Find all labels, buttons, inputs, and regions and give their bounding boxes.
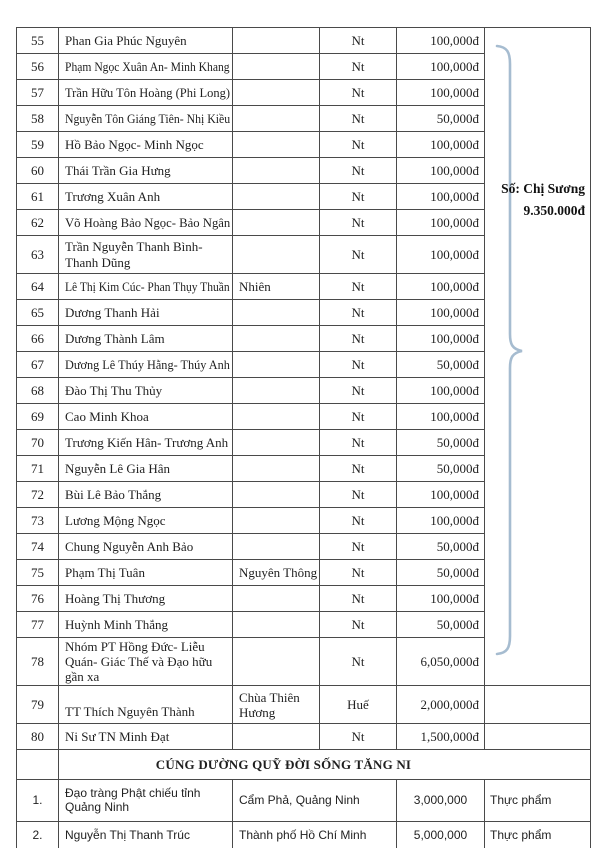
- row-number-text: 77: [31, 616, 44, 632]
- row-number: [17, 638, 59, 686]
- donor-name: [59, 378, 233, 404]
- support-type: [485, 822, 591, 848]
- donor-name-text: Huỳnh Minh Thắng: [65, 616, 169, 632]
- side-annotation-cell: [485, 28, 591, 686]
- donor-name-text: Trương Kiến Hân- Trương Anh: [65, 434, 229, 450]
- payment-note-text: Nt: [351, 538, 365, 554]
- donation-amount: [397, 456, 485, 482]
- donation-amount-text: 50,000đ: [436, 110, 479, 126]
- payment-note-text: Nt: [351, 136, 365, 152]
- donation-amount: [397, 612, 485, 638]
- payment-note-text: Nt: [351, 162, 365, 178]
- donor-name: [59, 352, 233, 378]
- side-annotation: [501, 178, 585, 222]
- row-number: [17, 80, 59, 106]
- donation-amount-text: 100,000đ: [430, 162, 479, 178]
- row-number: [17, 132, 59, 158]
- row-number-text: 1.: [32, 792, 43, 807]
- donor-name: [59, 28, 233, 54]
- donation-amount-text: 100,000đ: [430, 278, 479, 294]
- row-number-text: 70: [31, 434, 44, 450]
- donation-amount: [397, 132, 485, 158]
- donor-name-text: Đào Thị Thu Thủy: [65, 382, 163, 398]
- payment-note: [320, 300, 397, 326]
- row-number-text: 58: [31, 110, 44, 126]
- donation-amount-text: 100,000đ: [430, 382, 479, 398]
- row-number-text: 62: [31, 214, 44, 230]
- support-amount: [397, 780, 485, 822]
- donor-name-text: Võ Hoàng Bảo Ngọc- Bảo Ngân: [65, 214, 231, 230]
- payment-note: [320, 686, 397, 724]
- donor-name-text: Nguyễn Tôn Giáng Tiên- Nhị Kiều: [65, 110, 231, 126]
- payment-note-text: Nt: [351, 434, 365, 450]
- donor-name-text: Nhóm PT Hồng Đức- Liễu Quán- Giác Thế và Đạo hữu gần xa: [65, 639, 213, 685]
- support-row: [17, 822, 591, 848]
- donor-detail: [233, 508, 320, 534]
- payment-note-text: Nt: [351, 486, 365, 502]
- row-number: [17, 560, 59, 586]
- donor-detail: [233, 352, 320, 378]
- row-number-text: 63: [31, 246, 44, 262]
- donor-detail: [233, 210, 320, 236]
- donor-name: [59, 456, 233, 482]
- donor-name: [59, 326, 233, 352]
- donor-detail: [233, 560, 320, 586]
- support-amount-text: 3,000,000: [413, 792, 468, 807]
- donation-amount: [397, 430, 485, 456]
- donor-name-text: Trương Xuân Anh: [65, 188, 161, 204]
- support-type: [485, 780, 591, 822]
- support-location: [233, 822, 397, 848]
- donation-amount-text: 100,000đ: [430, 136, 479, 152]
- row-number-text: 76: [31, 590, 44, 606]
- donor-name-text: Cao Minh Khoa: [65, 408, 149, 424]
- donation-amount: [397, 404, 485, 430]
- empty-cell: [17, 750, 59, 780]
- section-title: [59, 750, 591, 780]
- donor-name: [59, 158, 233, 184]
- row-number-text: 67: [31, 356, 44, 372]
- donor-name-text: Lương Mộng Ngọc: [65, 512, 166, 528]
- donor-name: [59, 508, 233, 534]
- payment-note: [320, 106, 397, 132]
- donor-name-text: Trần Hữu Tôn Hoàng (Phi Long): [65, 84, 231, 100]
- donor-detail: [233, 300, 320, 326]
- donation-amount: [397, 210, 485, 236]
- row-number-text: 80: [31, 729, 44, 745]
- donor-name: [59, 586, 233, 612]
- payment-note-text: Nt: [351, 616, 365, 632]
- donor-detail-text: Chùa Thiên Hương: [239, 689, 300, 720]
- donor-detail: [233, 326, 320, 352]
- row-number: [17, 28, 59, 54]
- payment-note-text: Huế: [347, 697, 369, 713]
- donation-amount: [397, 54, 485, 80]
- payment-note-text: Nt: [351, 246, 365, 262]
- payment-note-text: Nt: [351, 188, 365, 204]
- payment-note: [320, 482, 397, 508]
- donor-detail: [233, 612, 320, 638]
- donor-name: [59, 106, 233, 132]
- payment-note: [320, 274, 397, 300]
- donor-detail: [233, 482, 320, 508]
- payment-note: [320, 456, 397, 482]
- payment-note: [320, 158, 397, 184]
- payment-note: [320, 586, 397, 612]
- payment-note: [320, 210, 397, 236]
- donation-amount-text: 50,000đ: [436, 434, 479, 450]
- donor-name: [59, 210, 233, 236]
- donor-name: [59, 54, 233, 80]
- payment-note-text: Nt: [351, 408, 365, 424]
- donor-name-text: Hoàng Thị Thương: [65, 590, 166, 606]
- donation-amount: [397, 482, 485, 508]
- row-number-text: 55: [31, 32, 44, 48]
- donor-detail: [233, 724, 320, 750]
- donor-detail: [233, 184, 320, 210]
- donor-name: [59, 430, 233, 456]
- side-annotation-amount: 9.350.000đ: [523, 203, 585, 218]
- donor-name: [59, 560, 233, 586]
- donation-amount-text: 100,000đ: [430, 58, 479, 74]
- row-number: [17, 326, 59, 352]
- row-number: [17, 508, 59, 534]
- donor-row: [17, 28, 591, 54]
- donor-name-text: Trần Nguyễn Thanh Bình- Thanh Dũng: [65, 239, 203, 270]
- payment-note: [320, 404, 397, 430]
- donation-table: [16, 27, 591, 848]
- donor-name: [59, 612, 233, 638]
- payment-note: [320, 80, 397, 106]
- row-number: [17, 686, 59, 724]
- donor-name-text: TT Thích Nguyên Thành: [65, 704, 195, 720]
- payment-note-text: Nt: [351, 590, 365, 606]
- payment-note: [320, 724, 397, 750]
- row-number-text: 73: [31, 512, 44, 528]
- support-amount: [397, 822, 485, 848]
- row-number-text: 66: [31, 330, 44, 346]
- payment-note-text: Nt: [351, 460, 365, 476]
- row-number: [17, 158, 59, 184]
- row-number-text: 74: [31, 538, 44, 554]
- row-number: [17, 210, 59, 236]
- support-type-text: Thực phẩm: [490, 827, 552, 842]
- donor-name-text: Phan Gia Phúc Nguyên: [65, 32, 187, 48]
- donor-detail: [233, 586, 320, 612]
- donation-amount-text: 100,000đ: [430, 512, 479, 528]
- row-number: [17, 534, 59, 560]
- row-number: [17, 586, 59, 612]
- row-number: [17, 780, 59, 822]
- support-amount-text: 5,000,000: [413, 827, 468, 842]
- donor-name: [59, 184, 233, 210]
- row-number-text: 75: [31, 564, 44, 580]
- row-number-text: 61: [31, 188, 44, 204]
- row-number: [17, 430, 59, 456]
- donation-amount-text: 1,500,000đ: [420, 729, 479, 745]
- donor-name-text: Lê Thị Kim Cúc- Phan Thụy Thuần: [65, 278, 230, 294]
- payment-note: [320, 534, 397, 560]
- donation-amount: [397, 28, 485, 54]
- support-type-text: Thực phẩm: [490, 792, 552, 807]
- donor-name: [59, 482, 233, 508]
- payment-note: [320, 612, 397, 638]
- row-number: [17, 236, 59, 274]
- donation-amount-text: 100,000đ: [430, 330, 479, 346]
- donor-detail: [233, 54, 320, 80]
- donor-name-text: Phạm Ngọc Xuân An- Minh Khang: [65, 58, 230, 74]
- empty-cell: [485, 686, 591, 724]
- donor-name-text: Dương Thành Lâm: [65, 330, 165, 346]
- donor-detail: [233, 378, 320, 404]
- payment-note-text: Nt: [351, 32, 365, 48]
- donation-amount-text: 100,000đ: [430, 84, 479, 100]
- payment-note-text: Nt: [351, 382, 365, 398]
- donation-amount-text: 50,000đ: [436, 356, 479, 372]
- donation-amount: [397, 534, 485, 560]
- payment-note: [320, 560, 397, 586]
- donor-detail: [233, 638, 320, 686]
- donation-amount: [397, 352, 485, 378]
- donor-name: [59, 724, 233, 750]
- row-number: [17, 404, 59, 430]
- payment-note-text: Nt: [351, 58, 365, 74]
- donor-name: [59, 236, 233, 274]
- donor-detail: [233, 274, 320, 300]
- donor-detail: [233, 404, 320, 430]
- row-number: [17, 612, 59, 638]
- row-number: [17, 106, 59, 132]
- donor-row: [17, 724, 591, 750]
- payment-note: [320, 430, 397, 456]
- row-number-text: 65: [31, 304, 44, 320]
- donor-detail: [233, 132, 320, 158]
- support-name: [59, 780, 233, 822]
- row-number-text: 72: [31, 486, 44, 502]
- donation-amount-text: 100,000đ: [430, 486, 479, 502]
- donation-amount: [397, 236, 485, 274]
- payment-note-text: Nt: [351, 512, 365, 528]
- payment-note: [320, 132, 397, 158]
- donor-row: [17, 686, 591, 724]
- row-number-text: 68: [31, 382, 44, 398]
- payment-note-text: Nt: [351, 654, 365, 670]
- donor-name: [59, 534, 233, 560]
- donation-amount-text: 100,000đ: [430, 408, 479, 424]
- payment-note: [320, 638, 397, 686]
- donation-amount: [397, 326, 485, 352]
- row-number: [17, 482, 59, 508]
- donation-amount: [397, 638, 485, 686]
- donation-amount-text: 100,000đ: [430, 214, 479, 230]
- payment-note-text: Nt: [351, 356, 365, 372]
- row-number-text: 57: [31, 84, 44, 100]
- side-annotation-title: Số: Chị Sương: [501, 181, 585, 196]
- donation-amount-text: 50,000đ: [436, 564, 479, 580]
- row-number-text: 59: [31, 136, 44, 152]
- empty-cell: [485, 724, 591, 750]
- payment-note: [320, 352, 397, 378]
- donation-amount: [397, 686, 485, 724]
- donor-name: [59, 638, 233, 686]
- row-number-text: 79: [31, 697, 44, 713]
- donation-amount: [397, 80, 485, 106]
- donor-name: [59, 686, 233, 724]
- donation-amount: [397, 300, 485, 326]
- row-number-text: 2.: [32, 827, 43, 842]
- payment-note-text: Nt: [351, 110, 365, 126]
- row-number-text: 71: [31, 460, 44, 476]
- donation-amount: [397, 508, 485, 534]
- payment-note-text: Nt: [351, 330, 365, 346]
- row-number-text: 78: [31, 654, 44, 670]
- donor-name-text: Dương Lê Thúy Hằng- Thúy Anh: [65, 356, 230, 372]
- donation-amount: [397, 560, 485, 586]
- section-title-text: CÚNG DƯỜNG QUỸ ĐỜI SỐNG TĂNG NI: [155, 757, 412, 773]
- payment-note: [320, 236, 397, 274]
- donor-detail: [233, 686, 320, 724]
- row-number-text: 60: [31, 162, 44, 178]
- payment-note: [320, 54, 397, 80]
- donor-name-text: Hồ Bảo Ngọc- Minh Ngọc: [65, 136, 204, 152]
- row-number: [17, 274, 59, 300]
- donation-amount-text: 100,000đ: [430, 590, 479, 606]
- payment-note-text: Nt: [351, 278, 365, 294]
- donation-amount-text: 100,000đ: [430, 32, 479, 48]
- donor-name-text: Ni Sư TN Minh Đạt: [65, 729, 170, 745]
- section-header-row: [17, 750, 591, 780]
- row-number-text: 69: [31, 408, 44, 424]
- donor-detail: [233, 158, 320, 184]
- row-number: [17, 184, 59, 210]
- donor-detail: [233, 456, 320, 482]
- donor-detail-text: Nhiên: [239, 278, 271, 294]
- payment-note-text: Nt: [351, 214, 365, 230]
- donation-amount: [397, 586, 485, 612]
- row-number: [17, 300, 59, 326]
- donor-detail-text: Nguyên Thông: [239, 564, 318, 580]
- donor-name: [59, 404, 233, 430]
- donation-amount-text: 6,050,000đ: [420, 654, 479, 670]
- donation-amount-text: 100,000đ: [430, 304, 479, 320]
- donor-name: [59, 80, 233, 106]
- donation-amount-text: 100,000đ: [430, 246, 479, 262]
- donation-amount-text: 50,000đ: [436, 460, 479, 476]
- donor-detail: [233, 236, 320, 274]
- support-name-text: Nguyễn Thị Thanh Trúc: [65, 827, 190, 842]
- row-number: [17, 378, 59, 404]
- payment-note-text: Nt: [351, 304, 365, 320]
- support-name: [59, 822, 233, 848]
- donation-amount: [397, 724, 485, 750]
- donation-amount-text: 2,000,000đ: [420, 697, 479, 713]
- support-location-text: Thành phố Hồ Chí Minh: [239, 827, 367, 842]
- donor-name-text: Phạm Thị Tuân: [65, 564, 145, 580]
- donor-name: [59, 132, 233, 158]
- donation-amount: [397, 184, 485, 210]
- donation-amount: [397, 106, 485, 132]
- row-number: [17, 352, 59, 378]
- support-name-text: Đạo tràng Phật chiếu tỉnh Quảng Ninh: [65, 785, 201, 814]
- payment-note: [320, 378, 397, 404]
- donation-amount-text: 100,000đ: [430, 188, 479, 204]
- donor-name-text: Chung Nguyễn Anh Bảo: [65, 538, 194, 554]
- support-location-text: Cẩm Phả, Quảng Ninh: [239, 792, 360, 807]
- payment-note-text: Nt: [351, 564, 365, 580]
- payment-note: [320, 28, 397, 54]
- donor-detail: [233, 28, 320, 54]
- donor-name-text: Dương Thanh Hải: [65, 304, 160, 320]
- donation-amount: [397, 158, 485, 184]
- donation-amount: [397, 378, 485, 404]
- row-number: [17, 54, 59, 80]
- donor-name-text: Bùi Lê Bảo Thắng: [65, 486, 162, 502]
- row-number: [17, 456, 59, 482]
- donor-detail: [233, 80, 320, 106]
- row-number-text: 64: [31, 278, 44, 294]
- donor-detail: [233, 106, 320, 132]
- row-number: [17, 724, 59, 750]
- donation-amount: [397, 274, 485, 300]
- donor-name: [59, 300, 233, 326]
- support-location: [233, 780, 397, 822]
- donor-name-text: Thái Trần Gia Hưng: [65, 162, 171, 178]
- donor-detail: [233, 534, 320, 560]
- row-number: [17, 822, 59, 848]
- payment-note: [320, 184, 397, 210]
- donor-name-text: Nguyễn Lê Gia Hân: [65, 460, 171, 476]
- support-row: [17, 780, 591, 822]
- payment-note-text: Nt: [351, 729, 365, 745]
- row-number-text: 56: [31, 58, 44, 74]
- donation-amount-text: 50,000đ: [436, 538, 479, 554]
- payment-note: [320, 508, 397, 534]
- donor-detail: [233, 430, 320, 456]
- payment-note-text: Nt: [351, 84, 365, 100]
- donation-amount-text: 50,000đ: [436, 616, 479, 632]
- brace-icon: [491, 43, 531, 657]
- payment-note: [320, 326, 397, 352]
- donor-name: [59, 274, 233, 300]
